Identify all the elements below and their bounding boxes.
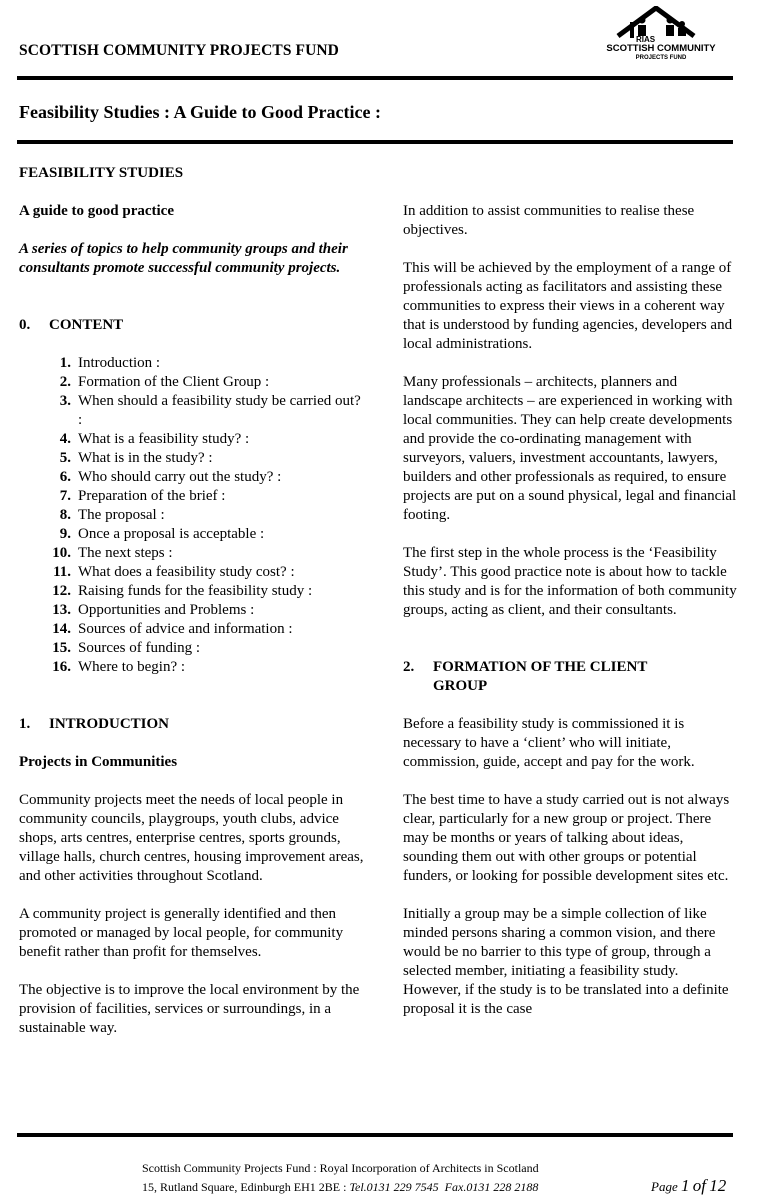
document-subtitle: Feasibility Studies : A Guide to Good Practice : (19, 102, 381, 122)
paragraph: The objective is to improve the local environment by the provision of facilities, services or surroundings, in a sustainable way. (19, 982, 360, 1036)
paragraph: Community projects meet the needs of local people in community councils, playgroups, youth clubs, advice shops, arts centres, enterprise centres, sports grounds, village halls, church centres, housing improvement areas, and other activities throughout Scotland. (19, 792, 364, 884)
paragraph: Before a feasibility study is commissioned it is necessary to have a ‘client’ who will initiate, commission, guide, accept and pay for the work. (403, 716, 695, 770)
formation-heading (403, 658, 738, 696)
paragraph: Initially a group may be a simple collection of like minded persons sharing a common vision, and there would be no barrier to this type of group, through a selected member, initiating a feasibility study. However, if the study is to be translated into a definite proposal it is the case (403, 906, 729, 1017)
toc-item: 12. Raising funds for the feasibility study : (52, 583, 313, 599)
introduction-heading (19, 715, 364, 734)
content-heading (19, 316, 364, 335)
formation-heading-title: FORMATION OF THE CLIENT GROUP (433, 659, 648, 694)
introduction-heading-number: 1. (19, 716, 31, 732)
page-number: Page 1 of 12 (651, 1176, 727, 1195)
toc-item: 8. The proposal : (59, 507, 165, 523)
left-column (19, 164, 364, 1038)
toc-item: 7. Preparation of the brief : (59, 488, 226, 504)
footer-divider (17, 1133, 733, 1137)
toc-item: 13. Opportunities and Problems : (52, 602, 255, 618)
paragraph: In addition to assist communities to realise these objectives. (403, 203, 695, 238)
toc-item: 1. Introduction : (59, 355, 161, 371)
paragraph: The first step in the whole process is the ‘Feasibility Study’. This good practice note is about how to tackle this study and is for the information of both community groups, acting as client, and their consultants. (403, 545, 737, 618)
toc-item: 10. The next steps : (52, 545, 173, 561)
logo-text-line1: SCOTTISH COMMUNITY (606, 43, 716, 54)
toc-item: 4. What is a feasibility study? : (59, 431, 250, 447)
paragraph: The best time to have a study carried out is not always clear, particularly for a new group or project. There may be months or years of talking about ideas, sounding them out with other groups or potential funders, or looking for possible development sites etc. (403, 792, 730, 884)
toc-item: 6. Who should carry out the study? : (59, 469, 282, 485)
paragraph: A community project is generally identified and then promoted or managed by local people, for community benefit rather than profit for themselves. (19, 906, 344, 960)
header-divider (17, 76, 733, 80)
toc-item: 14. Sources of advice and information : (52, 621, 293, 637)
content-heading-title: CONTENT (49, 317, 124, 333)
section-title-feasibility-studies: FEASIBILITY STUDIES (19, 165, 184, 181)
logo-rias-text: RIAS (636, 35, 656, 44)
toc-item: 11. What does a feasibility study cost? : (53, 564, 295, 580)
toc-item: 2. Formation of the Client Group : (59, 374, 270, 390)
footer-fax: Fax.0131 228 2188 (444, 1180, 539, 1194)
toc-item: 5. What is in the study? : (59, 450, 213, 466)
toc-item: 9. Once a proposal is acceptable : (59, 526, 265, 542)
guide-heading: A guide to good practice (19, 203, 174, 219)
guide-tagline: A series of topics to help community groups and their consultants promote successful community projects. (19, 241, 348, 276)
table-of-contents (19, 354, 364, 677)
toc-item: 16. Where to begin? : (52, 659, 186, 675)
subtitle-divider (17, 140, 733, 144)
toc-item: 3. When should a feasibility study be carried out? : (59, 393, 361, 428)
projects-heading: Projects in Communities (19, 754, 178, 770)
toc-item: 15. Sources of funding : (52, 640, 201, 656)
right-column (403, 202, 738, 1019)
logo-text-line2: PROJECTS FUND (635, 55, 687, 61)
content-heading-number: 0. (19, 317, 31, 333)
formation-heading-number: 2. (403, 659, 415, 675)
introduction-heading-title: INTRODUCTION (49, 716, 170, 732)
footer-address-line (142, 1178, 538, 1197)
document-header-title: SCOTTISH COMMUNITY PROJECTS FUND (19, 42, 339, 59)
paragraph: Many professionals – architects, planners and landscape architects – are experienced in working with local communities. They can help create developments and provide the co-ordinating management with surveyors, valuers, investment accountants, lawyers, builders and other professionals as required, to ensure projects are put on a sound physical, legal and financial footing. (403, 374, 737, 523)
footer-organisation: Scottish Community Projects Fund : Royal Incorporation of Architects in Scotland (142, 1161, 539, 1175)
footer-address: 15, Rutland Square, Edinburgh EH1 2BE : (142, 1180, 347, 1194)
footer-telephone: Tel.0131 229 7545 (349, 1180, 439, 1194)
paragraph: This will be achieved by the employment of a range of professionals acting as facilitators and assisting these communities to express their views in a coherent way that is understood by funding agencies, developers and local administrations. (403, 260, 733, 352)
